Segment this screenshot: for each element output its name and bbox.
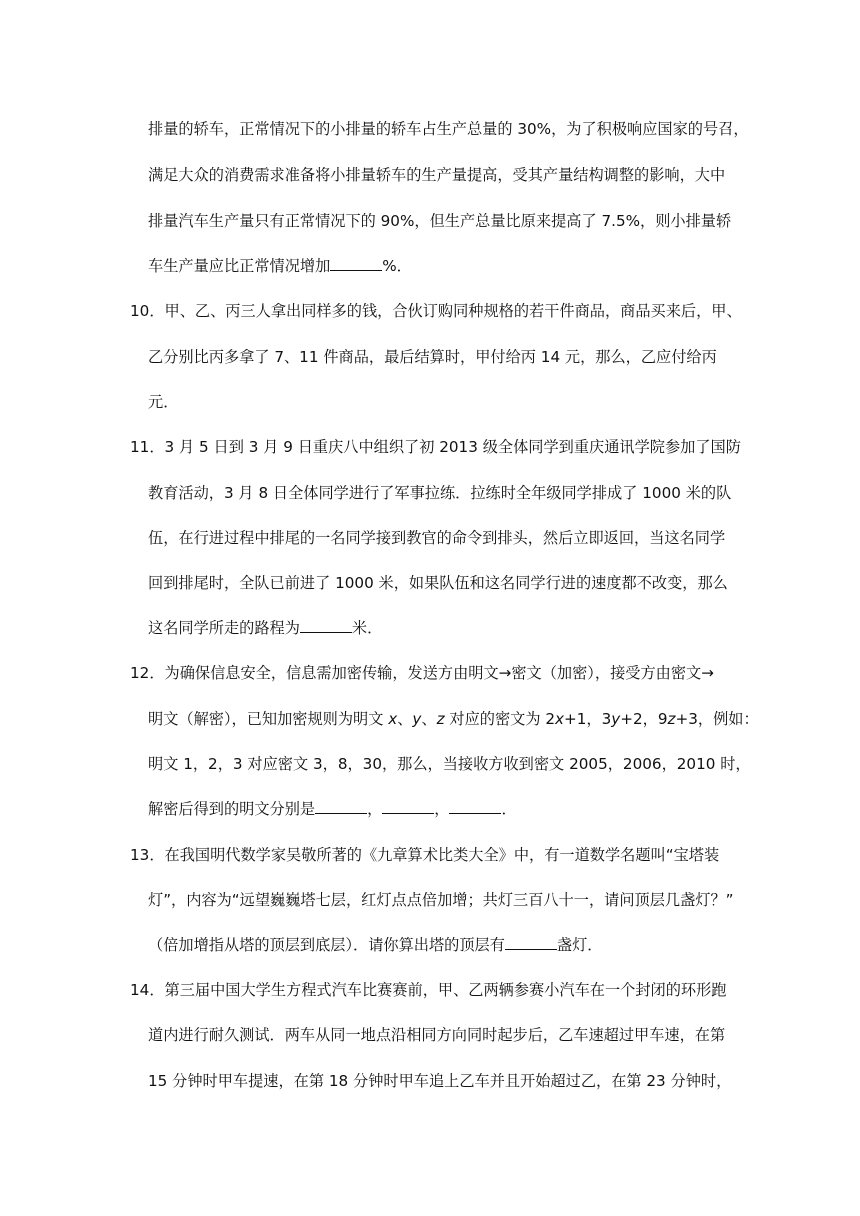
question-12-line-3: 明文 1，2，3 对应密文 3，8，30，那么，当接收方收到密文 2005，2006，2010 时， [148, 755, 751, 773]
question-13-line-2: 灯”，内容为“远望巍巍塔七层，红灯点点倍加增；共灯三百八十一，请问顶层几盏灯？” [148, 891, 734, 909]
question-10-line-2: 乙分别比丙多拿了 7、11 件商品，最后结算时，甲付给丙 14 元，那么，乙应付给丙 [148, 348, 717, 366]
q12-text-1: 为确保信息安全，信息需加密传输，发送方由明文→密文（加密），接受方由密文→ [164, 664, 714, 682]
variable-z: z [667, 710, 676, 728]
q13-text-1: 在我国明代数学家吴敬所著的《九章算术比类大全》中，有一道数学名题叫“宝塔装 [164, 846, 720, 864]
question-14-line-2: 道内进行耐久测试．两车从同一地点沿相同方向同时起步后，乙车速超过甲车速，在第 [148, 1026, 726, 1044]
question-14-line-3: 15 分钟时甲车提速，在第 18 分钟时甲车追上乙车并且开始超过乙，在第 23 分钟时， [148, 1072, 732, 1090]
separator: 、 [397, 710, 413, 728]
q13-text-before-blank: （倍加增指从塔的顶层到底层）．请你算出塔的顶层有 [148, 936, 505, 954]
q12-text-2e: +3，例如： [675, 710, 759, 728]
answer-blank [449, 799, 501, 814]
question-11-line-4: 回到排尾时，全队已前进了 1000 米，如果队伍和这名同学行进的速度都不改变，那么 [148, 574, 728, 592]
separator: ， [434, 800, 450, 818]
q12-text-4: 解密后得到的明文分别是 [148, 800, 316, 818]
question-12-line-4 [148, 799, 517, 819]
q10-text-1: 甲、乙、丙三人拿出同样多的钱，合伙订购同种规格的若干件商品，商品买来后，甲、 [164, 302, 742, 320]
answer-blank [300, 618, 352, 633]
question-13-line-1 [130, 845, 719, 865]
question-12-line-1 [130, 663, 714, 683]
variable-z: z [436, 710, 445, 728]
q14-text-1: 第三届中国大学生方程式汽车比赛赛前，甲、乙两辆参赛小汽车在一个封闭的环形跑 [164, 981, 727, 999]
answer-blank [382, 799, 434, 814]
q13-text-after-blank: 盏灯． [556, 936, 603, 954]
question-number: 12． [130, 664, 165, 682]
q9-line-2: 满足大众的消费需求准备将小排量轿车的生产量提高，受其产量结构调整的影响，大中 [148, 166, 726, 184]
q12-text-2d: +2，9 [620, 710, 668, 728]
answer-blank [505, 935, 557, 950]
q9-line-3: 排量汽车生产量只有正常情况下的 90%，但生产总量比原来提高了 7.5%，则小排量轿 [148, 212, 732, 230]
q12-text-2b: 对应的密文为 2 [444, 710, 556, 728]
question-number: 13． [130, 846, 165, 864]
separator: ， [367, 800, 383, 818]
question-number: 11． [130, 438, 165, 456]
question-11-line-3: 伍，在行进过程中排尾的一名同学接到教官的命令到排头，然后立即返回，当这名同学 [148, 529, 726, 547]
question-11-line-5 [148, 618, 382, 638]
question-10-line-3: 元． [148, 393, 179, 411]
variable-y: y [611, 710, 621, 728]
period: ． [501, 800, 517, 818]
separator: 、 [421, 710, 437, 728]
question-14-line-1 [130, 980, 726, 1000]
variable-x: x [555, 710, 565, 728]
question-11-line-2: 教育活动，3 月 8 日全体同学进行了军事拉练．拉练时全年级同学排成了 1000 米的队 [148, 484, 732, 502]
answer-blank [315, 799, 367, 814]
q11-text-after-blank: 米． [351, 619, 383, 637]
question-number: 10． [130, 302, 165, 320]
q12-text-2a: 明文（解密），已知加密规则为明文 [148, 710, 389, 728]
q9-text-after-blank: %． [382, 257, 412, 275]
question-10-line-1 [130, 301, 742, 321]
q11-text-1: 3 月 5 日到 3 月 9 日重庆八中组织了初 2013 级全体同学到重庆通讯学院参加了国防 [164, 438, 741, 456]
q9-line-4 [148, 256, 412, 276]
q11-text-before-blank: 这名同学所走的路程为 [148, 619, 300, 637]
q9-text-before-blank: 车生产量应比正常情况增加 [148, 257, 331, 275]
question-13-line-3 [148, 935, 602, 955]
answer-blank [330, 256, 382, 271]
variable-x: x [388, 710, 398, 728]
variable-y: y [412, 710, 422, 728]
question-number: 14． [130, 981, 165, 999]
question-11-line-1 [130, 437, 741, 457]
q9-line-1: 排量的轿车，正常情况下的小排量的轿车占生产总量的 30%，为了积极响应国家的号召， [148, 120, 749, 138]
q12-text-2c: +1，3 [564, 710, 612, 728]
question-12-line-2 [148, 709, 759, 729]
